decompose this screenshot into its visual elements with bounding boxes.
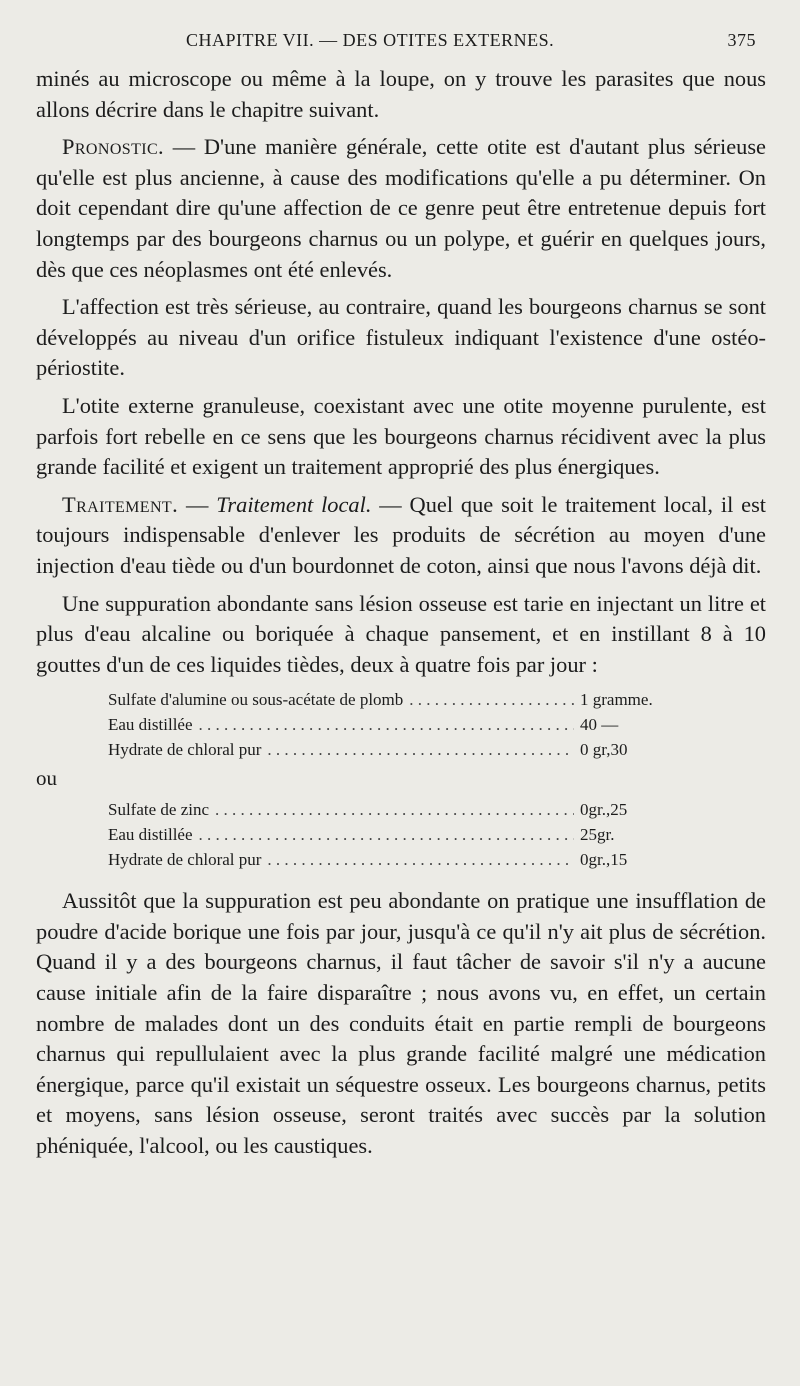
paragraph-affection: L'affection est très sérieuse, au contraire, quand les bourgeons charnus se sont développés au niveau d'un orifice fistuleux indiquant l'existence d'une ostéo-périostite.: [36, 294, 766, 381]
ingredient-quantity: 40 —: [580, 715, 619, 735]
ingredient-quantity: 0 gr,30: [580, 740, 628, 760]
paragraph-aussitot: Aussitôt que la suppuration est peu abondante on pratique une insufflation de poudre d'acide borique une fois par jour, jusqu'à ce qu'il n'y ait plus de sécrétion. Quand il y a des bourgeons charnus, il faut tâcher de savoir s'il n'y a aucune cause initiale afin de la faire disparaître ; nous avons vu, en effet, un certain nombre de malades dont un des conduits était en partie rempli de bourgeons charnus qui repullulaient avec la plus grande facilité malgré une médication énergique, parce qu'il existait un séquestre osseux. Les bourgeons charnus, petits et moyens, sans lésion osseuse, seront traités avec succès par la solution phéniquée, l'alcool, ou les caustiques.: [36, 888, 766, 1159]
section-heading-traitement: Traitement.: [62, 491, 179, 517]
prescription-row: [108, 687, 688, 712]
subheading-traitement-local: Traitement local.: [216, 491, 372, 517]
section-heading-pronostic: Pronostic.: [62, 134, 165, 160]
dot-leader: [199, 822, 574, 847]
paragraph-continuation: minés au microscope ou même à la loupe, on y trouve les parasites que nous allons décrire dans le chapitre suivant.: [36, 66, 766, 122]
running-header: [0, 30, 800, 58]
paragraph-traitement: [36, 490, 766, 582]
page-body: [36, 64, 766, 1169]
dot-leader: [409, 687, 574, 712]
ingredient-quantity: 1 gramme.: [580, 690, 653, 710]
ingredient-quantity: 0gr.,15: [580, 850, 628, 870]
paragraph-text: — Quel que soit le traitement local, il est toujours indispensable d'enlever les produits de sécrétion au moyen d'une injection d'eau tiède ou d'un bourdonnet de coton, ainsi que nous l'avons déjà dit.: [36, 491, 767, 578]
heading-dash: —: [178, 491, 217, 517]
prescription-row: [108, 712, 688, 737]
ingredient-name: Sulfate d'alumine ou sous-acétate de plomb: [108, 690, 404, 710]
ingredient-name: Eau distillée: [108, 825, 193, 845]
prescription-row: [108, 797, 688, 822]
prescription-row: [108, 847, 688, 872]
ingredient-quantity: 25gr.: [580, 825, 615, 845]
prescription-1: [108, 687, 688, 762]
prescription-2: [108, 797, 688, 872]
paragraph-pronostic: [36, 132, 766, 285]
or-separator: ou: [36, 766, 57, 791]
ingredient-quantity: 0gr.,25: [580, 800, 628, 820]
ingredient-name: Eau distillée: [108, 715, 193, 735]
ingredient-name: Hydrate de chloral pur: [108, 850, 262, 870]
dot-leader: [199, 712, 574, 737]
dot-leader: [215, 797, 574, 822]
prescription-row: [108, 822, 688, 847]
dot-leader: [267, 737, 574, 762]
paragraph-otite-granuleuse: L'otite externe granuleuse, coexistant avec une otite moyenne purulente, est parfois fort rebelle en ce sens que les bourgeons charnus récidivent avec la plus grande facilité et exigent un traitement approprié des plus énergiques.: [36, 392, 766, 480]
dot-leader: [267, 847, 574, 872]
chapter-title: CHAPITRE VII. — DES OTITES EXTERNES.: [186, 30, 555, 50]
paragraph-text: — D'une manière générale, cette otite est d'autant plus sérieuse qu'elle est plus ancienne, à cause des modifications qu'elle a pu déterminer. On doit cependant dire qu'une affection de ce genre peut être entretenue depuis fort longtemps par des bourgeons charnus ou un polype, et guérir en quelques jours, dès que ces néoplasmes ont été enlevés.: [36, 134, 766, 282]
page-number: 375: [727, 30, 756, 50]
paragraph-suppuration: Une suppuration abondante sans lésion osseuse est tarie en injectant un litre et plus d'eau alcaline ou boriquée à chaque pansement, et en instillant 8 à 10 gouttes d'un de ces liquides tièdes, deux à quatre fois par jour :: [36, 590, 766, 677]
ingredient-name: Hydrate de chloral pur: [108, 740, 262, 760]
prescription-row: [108, 737, 688, 762]
ingredient-name: Sulfate de zinc: [108, 800, 210, 820]
